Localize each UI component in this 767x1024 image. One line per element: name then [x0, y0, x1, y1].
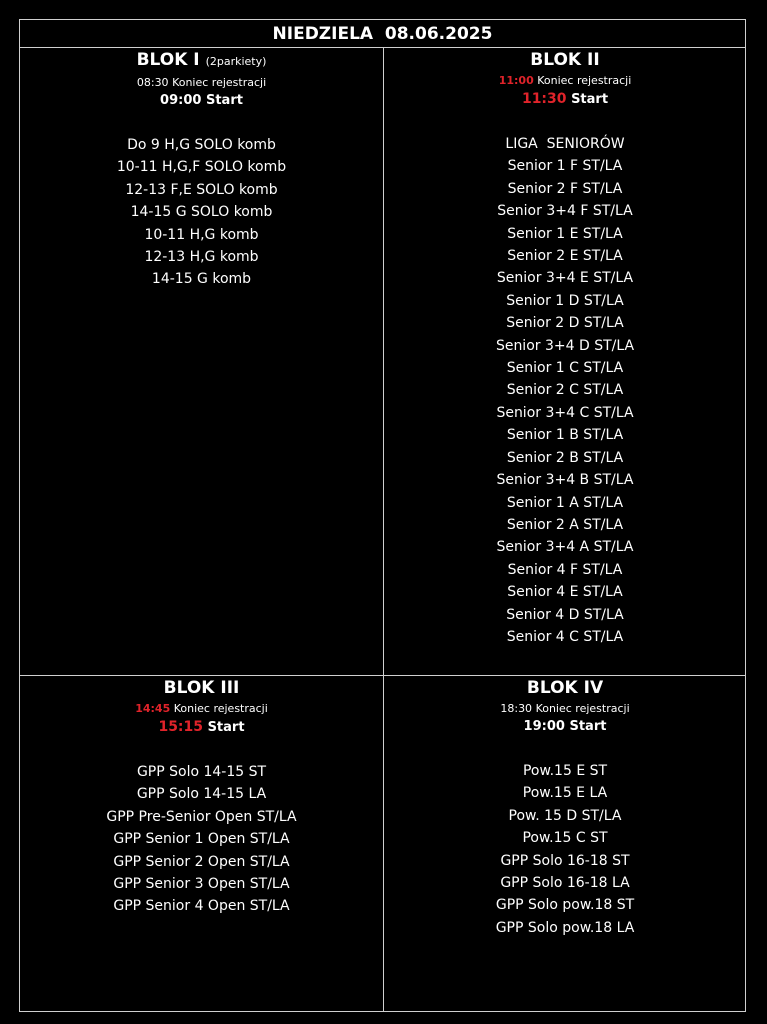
list-item: 14-15 G komb [151, 271, 252, 288]
list-item: Senior 1 C ST/LA [506, 360, 624, 377]
start-line [384, 716, 746, 738]
list-item: Senior 2 F ST/LA [507, 180, 623, 197]
start-label: Start [205, 93, 243, 108]
start-time: 15:15 [158, 719, 204, 735]
list-item: GPP Pre-Senior Open ST/LA [106, 808, 297, 825]
list-item: Senior 4 D ST/LA [506, 606, 624, 623]
registration-time: 11:00 [498, 74, 534, 87]
registration-line [20, 701, 383, 716]
block-note: (2parkiety) [205, 55, 267, 68]
list-item: Senior 3+4 B ST/LA [496, 472, 634, 489]
block-heading [384, 48, 746, 72]
list-item: Senior 3+4 D ST/LA [495, 337, 635, 354]
start-time: 11:30 [521, 91, 567, 107]
list-item: Senior 2 C ST/LA [506, 382, 624, 399]
list-item: Do 9 H,G SOLO komb [127, 137, 276, 153]
block-3 [20, 676, 383, 918]
list-item: Senior 2 E ST/LA [507, 248, 623, 265]
registration-line [384, 701, 746, 716]
block-heading [384, 676, 746, 700]
list-item: 10-11 H,G komb [144, 226, 259, 243]
registration-label: Koniec rejestracji [537, 74, 632, 87]
list-item: Senior 2 B ST/LA [506, 449, 624, 466]
list-item: Pow.15 C ST [522, 830, 608, 847]
list-item: Senior 1 F ST/LA [507, 158, 623, 175]
category-list [20, 761, 383, 918]
block-heading [20, 48, 383, 74]
list-item: LIGA SENIORÓW [505, 136, 625, 152]
list-item: 10-11 H,G,F SOLO komb [116, 159, 287, 176]
category-list [20, 134, 383, 291]
block-2 [384, 48, 746, 648]
list-item: Senior 3+4 E ST/LA [496, 270, 634, 287]
list-item: Senior 1 B ST/LA [506, 427, 624, 444]
block-title: BLOK II [530, 50, 600, 70]
start-label: Start [207, 720, 245, 735]
list-item: GPP Solo 14-15 LA [136, 786, 267, 803]
list-item: GPP Solo 16-18 LA [500, 875, 630, 892]
block-title: BLOK III [163, 678, 240, 698]
list-item: Pow.15 E ST [522, 763, 608, 779]
start-label: Start [569, 719, 607, 734]
list-item: Pow. 15 D ST/LA [508, 807, 622, 824]
category-list [384, 760, 746, 939]
list-item: GPP Solo pow.18 ST [495, 897, 635, 914]
list-item: Senior 1 D ST/LA [506, 292, 624, 309]
list-item: Senior 2 D ST/LA [506, 315, 624, 332]
list-item: GPP Senior 2 Open ST/LA [113, 853, 290, 870]
list-item: Pow.15 E LA [522, 785, 608, 802]
start-time: 19:00 [523, 719, 565, 734]
page-title: NIEDZIELA 08.06.2025 [272, 23, 493, 44]
registration-time: 18:30 [500, 702, 533, 715]
block-heading [20, 676, 383, 700]
list-item: Senior 1 E ST/LA [507, 225, 623, 242]
block-title: BLOK I [136, 50, 200, 70]
list-item: GPP Solo pow.18 LA [495, 919, 635, 936]
registration-line [384, 73, 746, 88]
list-item: GPP Solo 14-15 ST [136, 764, 267, 780]
registration-time: 14:45 [135, 702, 171, 715]
start-line [20, 90, 383, 112]
schedule-table [19, 19, 746, 1012]
block-4 [384, 676, 746, 939]
registration-label: Koniec rejestracji [172, 76, 267, 89]
block-title: BLOK IV [526, 678, 604, 698]
list-item: Senior 4 F ST/LA [507, 561, 623, 578]
list-item: 14-15 G SOLO komb [130, 204, 273, 221]
registration-time: 08:30 [136, 76, 169, 89]
list-item: Senior 4 C ST/LA [506, 628, 624, 645]
registration-label: Koniec rejestracji [173, 702, 268, 715]
list-item: Senior 3+4 A ST/LA [496, 539, 634, 556]
block-1 [20, 48, 383, 291]
list-item: Senior 3+4 F ST/LA [497, 203, 633, 220]
category-list [384, 133, 746, 648]
registration-label: Koniec rejestracji [535, 702, 630, 715]
list-item: 12-13 F,E SOLO komb [125, 181, 278, 198]
start-line [384, 88, 746, 111]
list-item: Senior 3+4 C ST/LA [496, 404, 634, 421]
list-item: GPP Solo 16-18 ST [500, 852, 630, 869]
list-item: Senior 4 E ST/LA [507, 584, 623, 601]
list-item: Senior 1 A ST/LA [506, 494, 624, 511]
list-item: GPP Senior 3 Open ST/LA [113, 876, 290, 893]
start-time: 09:00 [160, 93, 202, 108]
list-item: 12-13 H,G komb [144, 249, 259, 266]
list-item: GPP Senior 4 Open ST/LA [113, 898, 290, 915]
start-label: Start [571, 92, 609, 107]
start-line [20, 716, 383, 739]
list-item: Senior 2 A ST/LA [506, 516, 624, 533]
registration-line [20, 75, 383, 90]
list-item: GPP Senior 1 Open ST/LA [113, 831, 290, 848]
